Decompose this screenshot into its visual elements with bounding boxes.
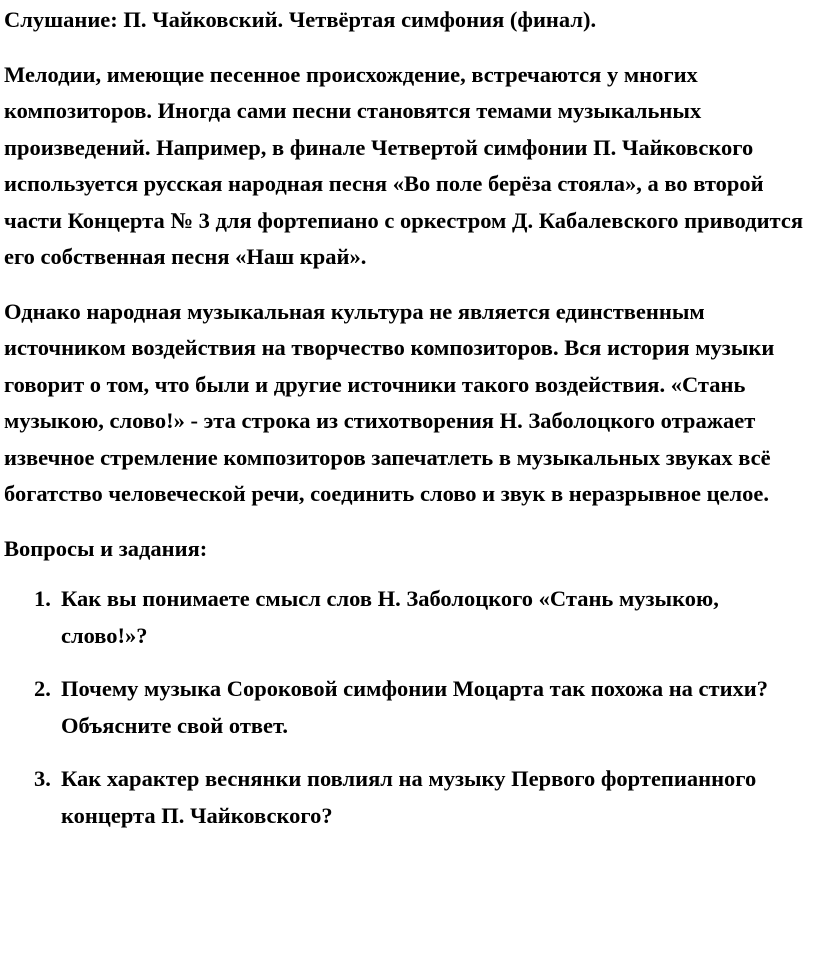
document-title: Слушание: П. Чайковский. Четвёртая симфония (финал).: [4, 7, 597, 32]
paragraph-other-sources: Однако народная музыкальная культура не является единственным источником воздействия на творчество композиторов. Вся история музыки говорит о том, что были и другие источники такого воздействия. «Стань музыкою, слово!» - эта строка из стихотворения Н. Заболоцкого отражает извечное стремление композиторов запечатлеть в музыкальных звуках всё богатство человеческой речи, соединить слово и звук в неразрывное целое.: [4, 298, 775, 506]
question-number: 1.: [34, 586, 51, 611]
question-text: Почему музыка Сороковой симфонии Моцарта так похожа на стихи? Объясните свой ответ.: [61, 676, 769, 738]
list-item: [4, 671, 810, 744]
question-number: 2.: [34, 676, 51, 701]
document-page: [4, 0, 810, 851]
questions-heading: Вопросы и задания:: [4, 535, 208, 561]
paragraph-folk-song-origins: Мелодии, имеющие песенное происхождение, встречаются у многих композиторов. Иногда сами песни становятся темами музыкальных произведений. Например, в финале Четвертой симфонии П. Чайковского используется русская народная песня «Во поле берёза стояла», а во второй части Концерта № 3 для фортепиано с оркестром Д. Кабалевского приводится его собственная песня «Наш край».: [4, 61, 804, 269]
questions-list: [4, 581, 810, 834]
question-text: Как вы понимаете смысл слов Н. Заболоцкого «Стань музыкою, слово!»?: [61, 586, 719, 648]
list-item: [4, 581, 810, 654]
question-text: Как характер веснянки повлиял на музыку Первого фортепианного концерта П. Чайковского?: [61, 766, 757, 828]
question-number: 3.: [34, 766, 51, 791]
list-item: [4, 761, 810, 834]
